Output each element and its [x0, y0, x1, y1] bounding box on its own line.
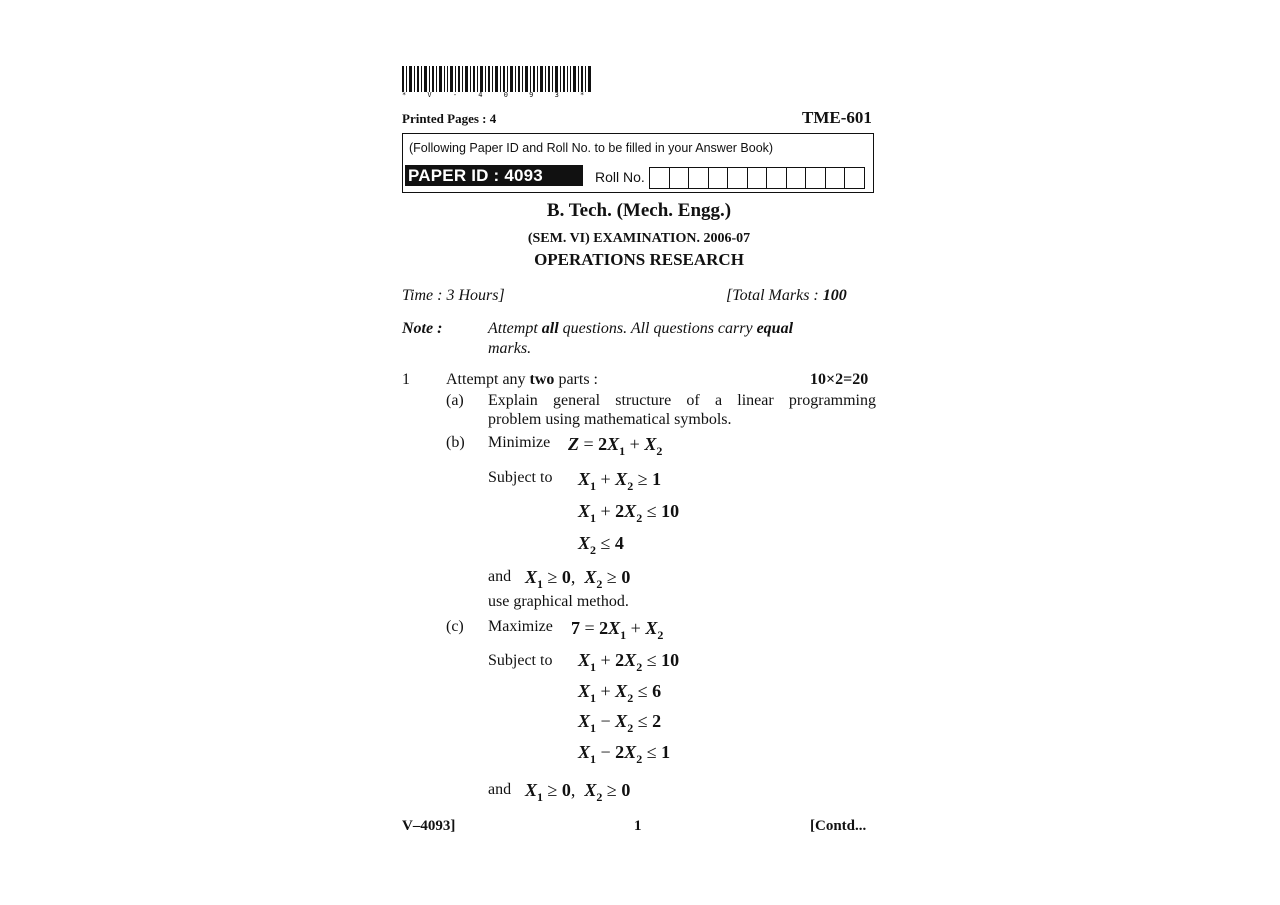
roll-cell	[688, 167, 709, 189]
total-marks-value: 100	[822, 287, 847, 304]
question-marks: 10×2=20	[810, 371, 869, 388]
roll-cell	[805, 167, 826, 189]
part-c-constraint: $X_1 - 2X_2 \le 1$	[578, 742, 671, 766]
instruction-bold: two	[529, 371, 555, 388]
printed-pages: Printed Pages : 4	[402, 111, 497, 126]
note-text	[488, 320, 793, 338]
part-a-text: Explain general structure of a linear programming	[488, 392, 876, 409]
note-text-cont: marks.	[488, 340, 532, 357]
total-marks	[726, 287, 847, 305]
roll-cell	[708, 167, 729, 189]
part-c-and-label: and	[488, 781, 512, 798]
exam-title: (SEM. VI) EXAMINATION. 2006-07	[527, 231, 751, 246]
note-text-part: questions. All questions carry	[558, 320, 757, 337]
roll-cell	[747, 167, 768, 189]
roll-cell	[649, 167, 670, 189]
part-b-nonnegativity: $X_1 \ge 0$, $X_2 \ge 0$	[525, 567, 631, 591]
note-bold-all: all	[541, 320, 559, 337]
part-c-label: (c)	[446, 618, 464, 635]
part-b-constraint: $X_1 + 2X_2 \le 10$	[578, 501, 680, 525]
instruction-part: parts :	[554, 371, 598, 388]
question-instruction	[446, 371, 598, 389]
time-allowed: Time : 3 Hours]	[402, 287, 505, 304]
part-c-constraint: $X_1 + X_2 \le 6$	[578, 681, 662, 705]
part-b-method: use graphical method.	[488, 593, 629, 610]
part-b-constraint: $X_1 + X_2 \ge 1$	[578, 469, 662, 493]
part-b-label: (b)	[446, 434, 465, 451]
part-a-label: (a)	[446, 392, 464, 409]
total-marks-label: [Total Marks :	[726, 287, 823, 304]
course-title: B. Tech. (Mech. Engg.)	[546, 200, 732, 221]
part-c-objective-eq: $7 = 2X_1 + X_2$	[571, 618, 664, 642]
part-b-objective-label: Minimize	[488, 434, 551, 451]
paper-id-box	[402, 133, 874, 193]
paper-code: TME-601	[802, 108, 872, 127]
roll-cell	[825, 167, 846, 189]
part-c-constraint: $X_1 + 2X_2 \le 10$	[578, 650, 680, 674]
part-b-constraint: $X_2 \le 4$	[578, 533, 624, 557]
continued-label: [Contd...	[810, 818, 867, 834]
part-a-text-cont: problem using mathematical symbols.	[488, 411, 732, 428]
instruction-part: Attempt any	[446, 371, 530, 388]
note-label: Note :	[402, 320, 443, 337]
part-c-subject-label: Subject to	[488, 652, 553, 669]
part-c-nonnegativity: $X_1 \ge 0$, $X_2 \ge 0$	[525, 780, 631, 804]
part-b-and-label: and	[488, 568, 512, 585]
roll-cell	[844, 167, 865, 189]
note-bold-equal: equal	[756, 320, 794, 337]
paper-id: PAPER ID : 4093	[405, 165, 583, 186]
note-text-part: Attempt	[488, 320, 542, 337]
roll-cell	[766, 167, 787, 189]
barcode	[402, 66, 592, 92]
part-c-constraint: $X_1 - X_2 \le 2$	[578, 711, 662, 735]
roll-no-label: Roll No.	[595, 169, 645, 185]
roll-cell	[786, 167, 807, 189]
roll-cell	[727, 167, 748, 189]
subject-title: OPERATIONS RESEARCH	[534, 250, 744, 269]
part-c-objective-label: Maximize	[488, 618, 553, 635]
part-b-subject-label: Subject to	[488, 469, 553, 486]
question-number: 1	[402, 371, 410, 388]
footer-code: V–4093]	[402, 818, 456, 834]
barcode-text: * V - 4 0 9 3 *	[402, 91, 593, 99]
id-box-note: (Following Paper ID and Roll No. to be filled in your Answer Book)	[409, 141, 774, 155]
page-number: 1	[634, 818, 642, 834]
roll-no-cells	[649, 167, 864, 189]
roll-cell	[669, 167, 690, 189]
part-b-objective-eq: $Z = 2X_1 + X_2$	[568, 434, 663, 458]
